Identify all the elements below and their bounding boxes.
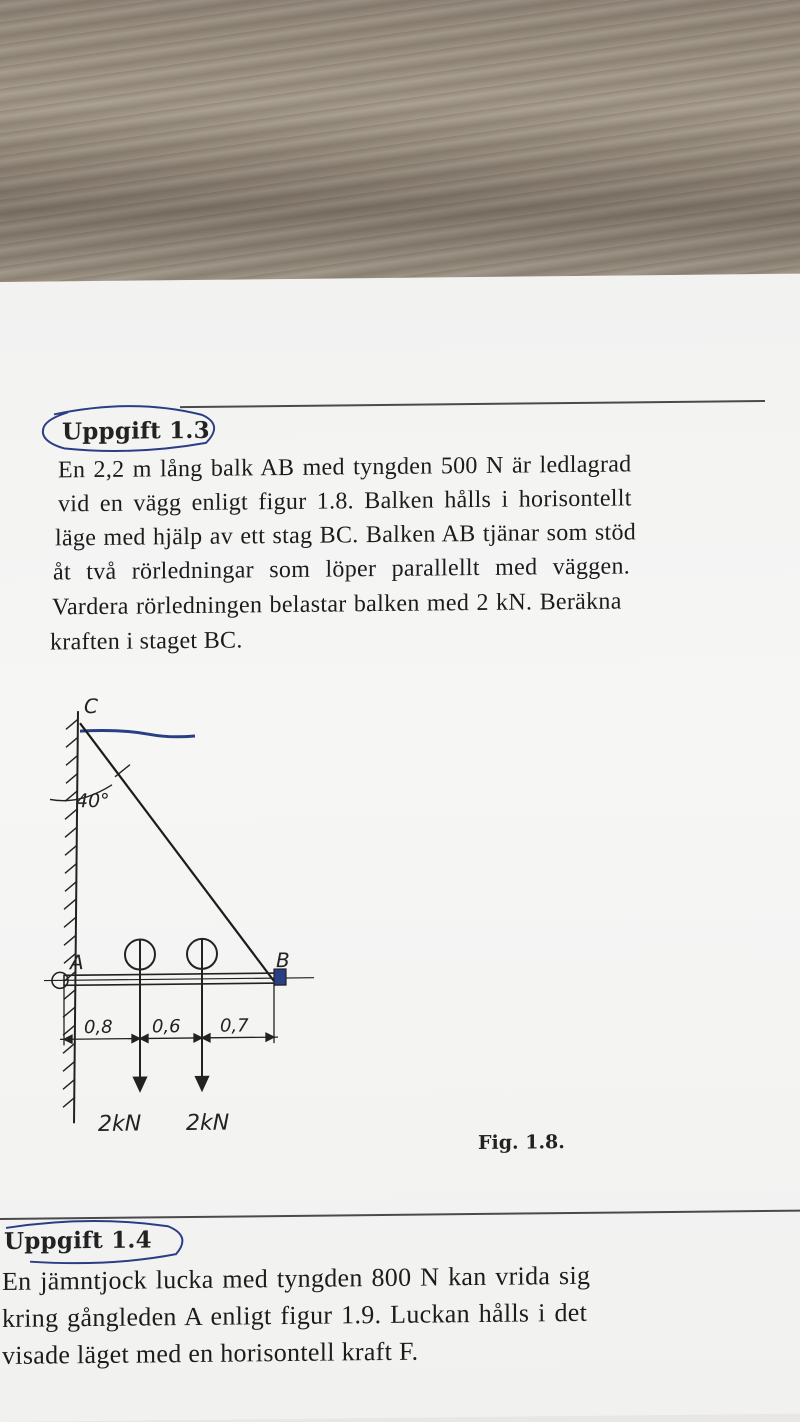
- angle-tick: [115, 765, 130, 777]
- task-1-3-line: åt två rörledningar som löper parallellt med väggen.: [53, 553, 631, 586]
- task-1-4-line: visade läget med en horisontell kraft F.: [2, 1336, 419, 1370]
- figure-caption: Fig. 1.8.: [478, 1131, 565, 1154]
- dimension-0-6: 0,6: [152, 1016, 181, 1038]
- pen-circle-1-3: [34, 403, 234, 465]
- wall-hatching: [63, 711, 78, 1123]
- top-divider: [180, 400, 765, 408]
- figure-1-8: [20, 690, 380, 1164]
- task-1-3-line: vid en vägg enligt figur 1.8. Balken hålls i horisontellt: [58, 485, 632, 518]
- pipe-1: [125, 939, 155, 1090]
- task-1-3-line: läge med hjälp av ett stag BC. Balken AB tjänar som stöd: [55, 519, 637, 552]
- wooden-table-background: [0, 0, 800, 300]
- task-1-4-line: En jämntjock lucka med tyngden 800 N kan vrida sig: [2, 1260, 591, 1296]
- dimension-0-7: 0,7: [220, 1015, 249, 1037]
- load-label-1: 2kN: [98, 1111, 142, 1137]
- task-1-3-line: kraften i staget BC.: [50, 627, 243, 656]
- angle-label: 40°: [76, 789, 110, 813]
- task-1-4-line: kring gångleden A enligt figur 1.9. Luckan hålls i det: [2, 1297, 588, 1333]
- pen-circle-1-4: [0, 1214, 200, 1276]
- pen-underline-mark: [80, 729, 195, 737]
- label-c: C: [84, 693, 98, 719]
- label-a: A: [70, 950, 84, 975]
- task-1-3-line: En 2,2 m lång balk AB med tyngden 500 N är ledlagrad: [58, 451, 632, 484]
- pipe-2: [187, 939, 217, 1090]
- strut-bc: [80, 721, 274, 983]
- task-1-3-line: Vardera rörledningen belastar balken med 2 kN. Beräkna: [52, 588, 622, 621]
- task-1-4-title: Uppgift 1.4: [4, 1226, 152, 1255]
- book-page: [0, 274, 800, 1422]
- dimension-0-8: 0,8: [84, 1016, 113, 1039]
- load-label-2: 2kN: [186, 1110, 230, 1137]
- task-1-3-title: Uppgift 1.3: [62, 416, 210, 446]
- label-b: B: [276, 947, 290, 973]
